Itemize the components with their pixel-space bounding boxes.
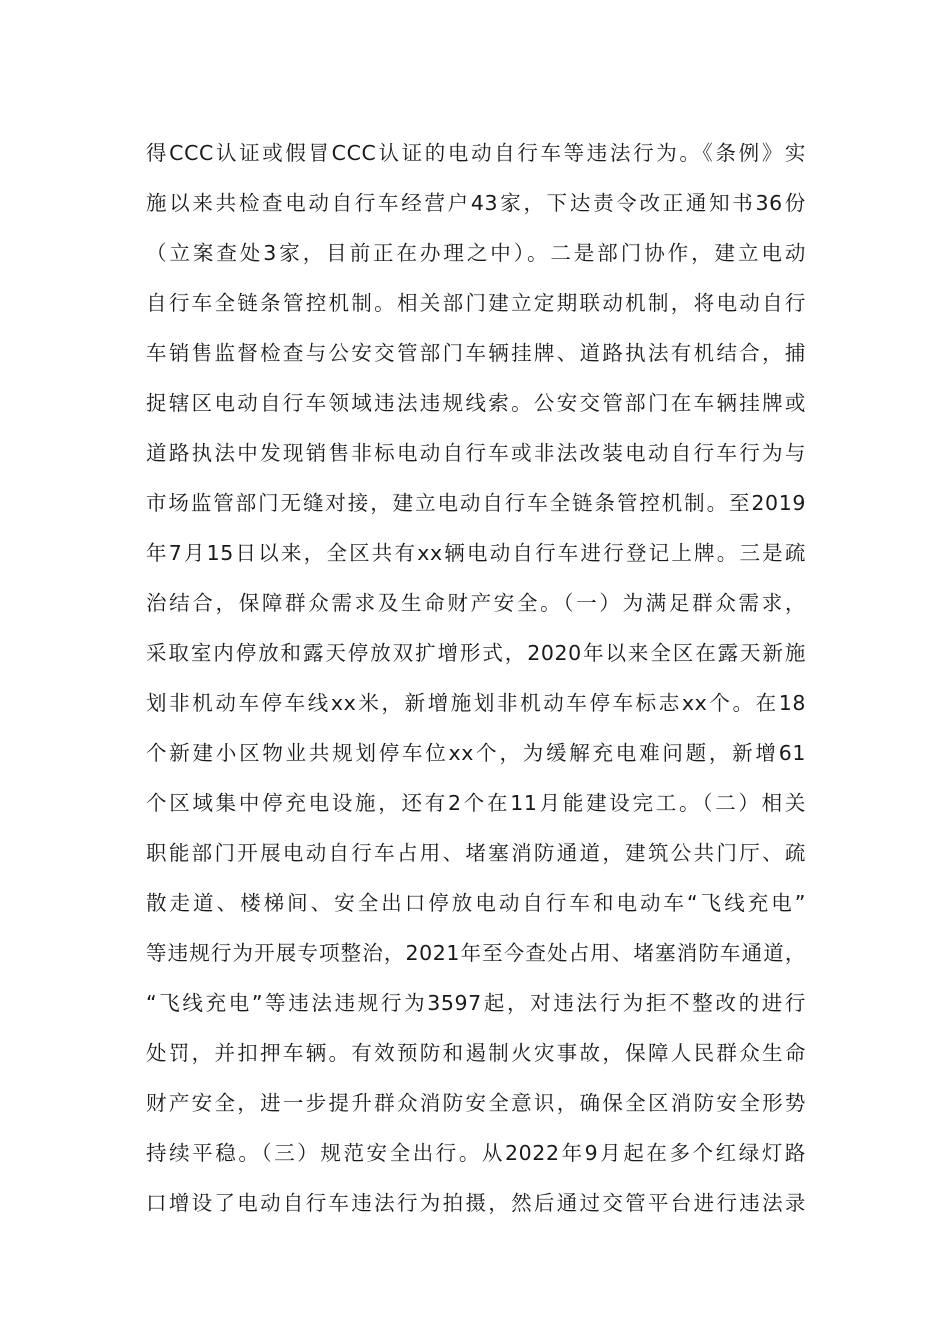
text-line: “飞线充电”等违法违规行为3597起，对违法行为拒不整改的进行	[146, 991, 806, 1015]
body-text	[146, 128, 806, 1228]
text-line: 年7月15日以来，全区共有xx辆电动自行车进行登记上牌。三是疏	[146, 541, 806, 565]
text-line: 持续平稳。（三）规范安全出行。从2022年9月起在多个红绿灯路	[146, 1141, 806, 1165]
text-line: （立案查处3家，目前正在办理之中）。二是部门协作，建立电动	[146, 241, 806, 265]
text-line: 划非机动车停车线xx米，新增施划非机动车停车标志xx个。在18	[146, 691, 806, 715]
text-line: 自行车全链条管控机制。相关部门建立定期联动机制，将电动自行	[146, 291, 806, 315]
text-line: 个区域集中停充电设施，还有2个在11月能建设完工。（二）相关	[146, 791, 806, 815]
text-line: 捉辖区电动自行车领域违法违规线索。公安交管部门在车辆挂牌或	[146, 391, 806, 415]
text-line: 等违规行为开展专项整治，2021年至今查处占用、堵塞消防车通道，	[146, 941, 806, 965]
text-line: 车销售监督检查与公安交管部门车辆挂牌、道路执法有机结合，捕	[146, 341, 806, 365]
text-line: 口增设了电动自行车违法行为拍摄，然后通过交管平台进行违法录	[146, 1191, 806, 1215]
text-line: 个新建小区物业共规划停车位xx个，为缓解充电难问题，新增61	[146, 741, 806, 765]
text-line: 采取室内停放和露天停放双扩增形式，2020年以来全区在露天新施	[146, 641, 806, 665]
text-line: 道路执法中发现销售非标电动自行车或非法改装电动自行车行为与	[146, 441, 806, 465]
text-line: 财产安全，进一步提升群众消防安全意识，确保全区消防安全形势	[146, 1091, 806, 1115]
text-line: 职能部门开展电动自行车占用、堵塞消防通道，建筑公共门厅、疏	[146, 841, 806, 865]
text-line: 散走道、楼梯间、安全出口停放电动自行车和电动车“飞线充电”	[146, 891, 806, 915]
text-line: 得CCC认证或假冒CCC认证的电动自行车等违法行为。《条例》实	[146, 141, 806, 165]
text-line: 施以来共检查电动自行车经营户43家，下达责令改正通知书36份	[146, 191, 806, 215]
text-line: 治结合，保障群众需求及生命财产安全。（一）为满足群众需求，	[146, 591, 806, 615]
text-line: 市场监管部门无缝对接，建立电动自行车全链条管控机制。至2019	[146, 491, 806, 515]
text-line: 处罚，并扣押车辆。有效预防和遏制火灾事故，保障人民群众生命	[146, 1041, 806, 1065]
